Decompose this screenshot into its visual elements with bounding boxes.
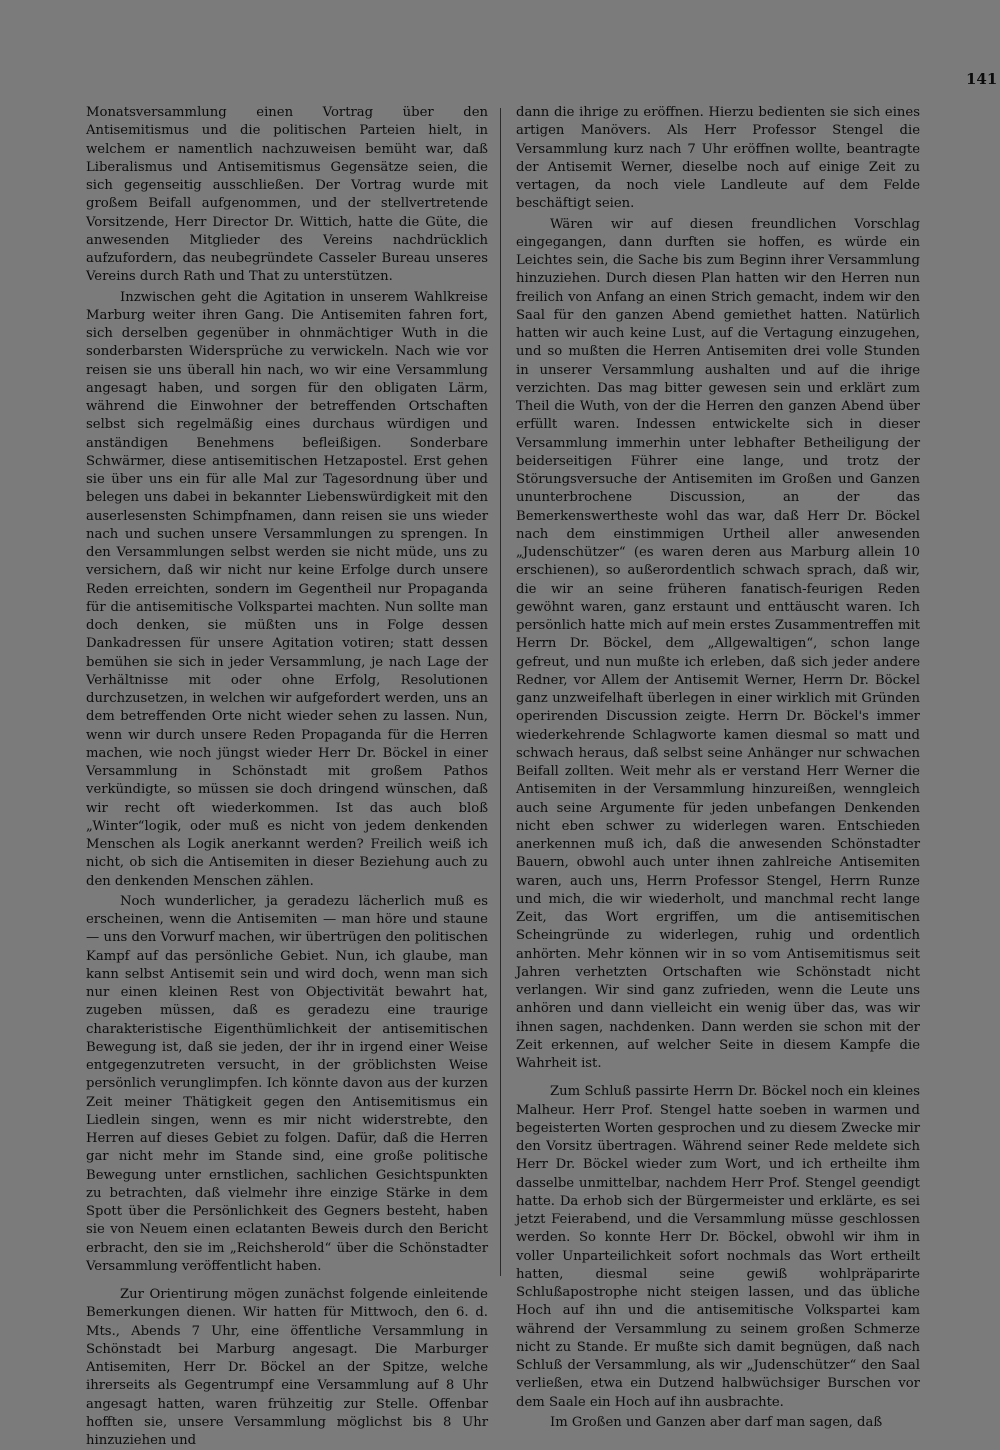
left-column (86, 104, 488, 1450)
paragraph: Noch wunderlicher, ja geradezu lächerlich muß es erscheinen, wenn die Antisemiten — man höre und staune — uns den Vorwurf machen, wir übertrügen den politischen Kampf auf das persönliche Gebiet. Nun, ich glaube, man kann selbst Antisemit sein und wird doch, wenn man sich nur einen kleinen Rest von Objectivität bewahrt hat, zugeben müssen, daß es geradezu eine traurige charakteristische Eigenthümlichkeit der antisemitischen Bewegung ist, daß sie jeden, der ihr in irgend einer Weise entgegenzutreten versucht, in der gröblichsten Weise persönlich verunglimpfen. Ich könnte davon aus der kurzen Zeit meiner Thätigkeit gegen den Antisemitismus ein Liedlein singen, wenn es mir nicht widerstrebte, den Herren auf dieses Gebiet zu folgen. Dafür, daß die Herren gar nicht mehr im Stande sind, eine große politische Bewegung unter ernstlichen, sachlichen Gesichtspunkten zu betrachten, daß vielmehr ihre einzige Stärke in dem Spott über die Persönlichkeit des Gegners besteht, haben sie von Neuem einen eclatanten Beweis durch den Bericht erbracht, den sie im „Reichsherold“ über die Schönstadter Versammlung veröffentlicht haben. (86, 893, 488, 1274)
paragraph: Inzwischen geht die Agitation in unserem Wahlkreise Marburg weiter ihren Gang. Die Antisemiten fahren fort, sich derselben gegenüber in ohnmächtiger Wuth in die sonderbarsten Widersprüche zu verwickeln. Nach wie vor reisen sie uns überall hin nach, wo wir eine Versammlung angesagt haben, und sorgen für den obligaten Lärm, während die Einwohner der betreffenden Ortschaften selbst sich regelmäßig eines durchaus würdigen und anständigen Benehmens befleißigen. Sonderbare Schwärmer, diese antisemitischen Hetzapostel. Erst gehen sie über uns ein für alle Mal zur Tagesordnung über und belegen uns dabei in bekannter Liebenswürdigkeit mit den auserlesensten Schimpfnamen, dann reisen sie uns wieder nach und suchen unsere Versammlungen zu sprengen. In den Versammlungen selbst werden sie nicht müde, uns zu versichern, daß wir nicht nur keine Erfolge durch unsere Reden erreichten, sondern im Gegentheil nur Propaganda für die antisemitische Volkspartei machten. Nun sollte man doch denken, sie müßten uns in Folge dessen Dankadressen für unsere Agitation votiren; statt dessen bemühen sie sich in jeder Versammlung, je nach Lage der Verhältnisse mit oder ohne Erfolg, Resolutionen durchzusetzen, in welchen wir aufgefordert werden, uns an dem betreffenden Orte nicht wieder sehen zu lassen. Nun, wenn wir durch unsere Reden Propaganda für die Herren machen, wie noch jüngst wieder Herr Dr. Böckel in einer Versammlung in Schönstadt mit großem Pathos verkündigte, so müssen sie doch dringend wünschen, daß wir recht oft wiederkommen. Ist das auch bloß „Winter“logik, oder muß es nicht von jedem denkenden Menschen als Logik anerkannt werden? Freilich weiß ich nicht, ob sich die Antisemiten in dieser Beziehung auch zu den denkenden Menschen zählen. (86, 289, 488, 889)
paragraph: dann die ihrige zu eröffnen. Hierzu bedienten sie sich eines artigen Manövers. Als Herr Professor Stengel die Versammlung kurz nach 7 Uhr eröffnen wollte, beantragte der Antisemit Werner, dieselbe noch auf einige Zeit zu vertagen, da noch viele Landleute auf dem Felde beschäftigt seien. (516, 105, 920, 212)
paragraph: Monatsversammlung einen Vortrag über den Antisemitismus und die politischen Parteien hielt, in welchem er namentlich nachzuweisen bemüht war, daß Liberalismus und Antisemitismus Gegensätze seien, die sich gegenseitig ausschließen. Der Vortrag wurde mit großem Beifall aufgenommen, und der stellvertretende Vorsitzende, Herr Director Dr. Wittich, hatte die Güte, die anwesenden Mitglieder des Vereins nachdrücklich aufzufordern, das neubegründete Casseler Bureau unseres Vereins durch Rath und That zu unterstützen. (86, 105, 488, 285)
page-number: 141 (966, 70, 998, 88)
paragraph: Zum Schluß passirte Herrn Dr. Böckel noch ein kleines Malheur. Herr Prof. Stengel hatte soeben in warmen und begeisterten Worten gesprochen und zu diesem Zwecke mir den Vorsitz übertragen. Während seiner Rede meldete sich Herr Dr. Böckel wieder zum Wort, und ich ertheilte ihm dasselbe unmittelbar, nachdem Herr Prof. Stengel geendigt hatte. Da erhob sich der Bürgermeister und erklärte, es sei jetzt Feierabend, und die Versammlung müsse geschlossen werden. So konnte Herr Dr. Böckel, obwohl wir ihm in voller Unparteilichkeit sofort nochmals das Wort ertheilt hatten, diesmal seine gewiß wohlpräparirte Schlußapostrophe nicht steigen lassen, und das übliche Hoch auf ihn und die antisemitische Volkspartei kam während der Versammlung zu seinem großen Schmerze nicht zu Stande. Er mußte sich damit begnügen, daß nach Schluß der Versammlung, als wir „Judenschützer“ den Saal verließen, etwa ein Dutzend halbwüchsiger Burschen vor dem Saale ein Hoch auf ihn ausbrachte. (516, 1084, 920, 1410)
paragraph: Im Großen und Ganzen aber darf man sagen, daß (550, 1414, 883, 1430)
paragraph: Zur Orientirung mögen zunächst folgende einleitende Bemerkungen dienen. Wir hatten für Mittwoch, den 6. d. Mts., Abends 7 Uhr, eine öffentliche Versammlung in Schönstadt bei Marburg angesagt. Die Marburger Antisemiten, Herr Dr. Böckel an der Spitze, welche ihrerseits als Gegentrumpf eine Versammlung auf 8 Uhr angesagt hatten, waren frühzeitig zur Stelle. Offenbar hofften sie, unsere Versammlung möglichst bis 8 Uhr hinzuziehen und (86, 1287, 488, 1448)
column-divider (500, 108, 501, 1276)
right-column (516, 104, 920, 1432)
paragraph: Wären wir auf diesen freundlichen Vorschlag eingegangen, dann durften sie hoffen, es würde ein Leichtes sein, die Sache bis zum Beginn ihrer Versammlung hinzuziehen. Durch diesen Plan hatten wir den Herren nun freilich von Anfang an einen Strich gemacht, indem wir den Saal für den ganzen Abend gemiethet hatten. Natürlich hatten wir auch keine Lust, auf die Vertagung einzugehen, und so mußten die Herren Antisemiten drei volle Stunden in unserer Versammlung aushalten und auf die ihrige verzichten. Das mag bitter gewesen sein und erklärt zum Theil die Wuth, von der die Herren den ganzen Abend über erfüllt waren. Indessen entwickelte sich in dieser Versammlung immerhin unter lebhafter Betheiligung der beiderseitigen Führer eine lange, und trotz der Störungsversuche der Antisemiten im Großen und Ganzen ununterbrochene Discussion, an der das Bemerkenswertheste wohl das war, daß Herr Dr. Böckel nach dem einstimmigen Urtheil aller anwesenden „Judenschützer“ (es waren deren aus Marburg allein 10 erschienen), so außerordentlich schwach sprach, daß wir, die wir an seine früheren fanatisch-feurigen Reden gewöhnt waren, ganz erstaunt und enttäuscht waren. Ich persönlich hatte mich auf mein erstes Zusammentreffen mit Herrn Dr. Böckel, dem „Allgewaltigen“, schon lange gefreut, und nun mußte ich erleben, daß sich jeder andere Redner, vor Allem der Antisemit Werner, Herrn Dr. Böckel ganz unzweifelhaft überlegen in einer wirklich mit Gründen operirenden Discussion zeigte. Herrn Dr. Böckel's immer wiederkehrende Schlagworte kamen diesmal so matt und schwach heraus, daß selbst seine Anhänger nur schwachen Beifall zollten. Weit mehr als er verstand Herr Werner die Antisemiten in der Versammlung hinzureißen, wenngleich auch seine Argumente für jeden unbefangen Denkenden nicht eben schwer zu widerlegen waren. Entschieden anerkennen muß ich, daß die anwesenden Schönstadter Bauern, obwohl auch unter ihnen zahlreiche Antisemiten waren, auch uns, Herrn Professor Stengel, Herrn Runze und mich, die wir wiederholt, und manchmal recht lange Zeit, das Wort ergriffen, um die antisemitischen Scheingründe zu widerlegen, ruhig und ordentlich anhörten. Mehr können wir in so vom Antisemitismus seit Jahren verhetzten Ortschaften wie Schönstadt nicht verlangen. Wir sind ganz zufrieden, wenn die Leute uns anhören und dann vielleicht ein wenig über das, was wir ihnen sagen, nachdenken. Dann werden sie schon mit der Zeit erkennen, auf welcher Seite in diesem Kampfe die Wahrheit ist. (516, 216, 920, 1071)
